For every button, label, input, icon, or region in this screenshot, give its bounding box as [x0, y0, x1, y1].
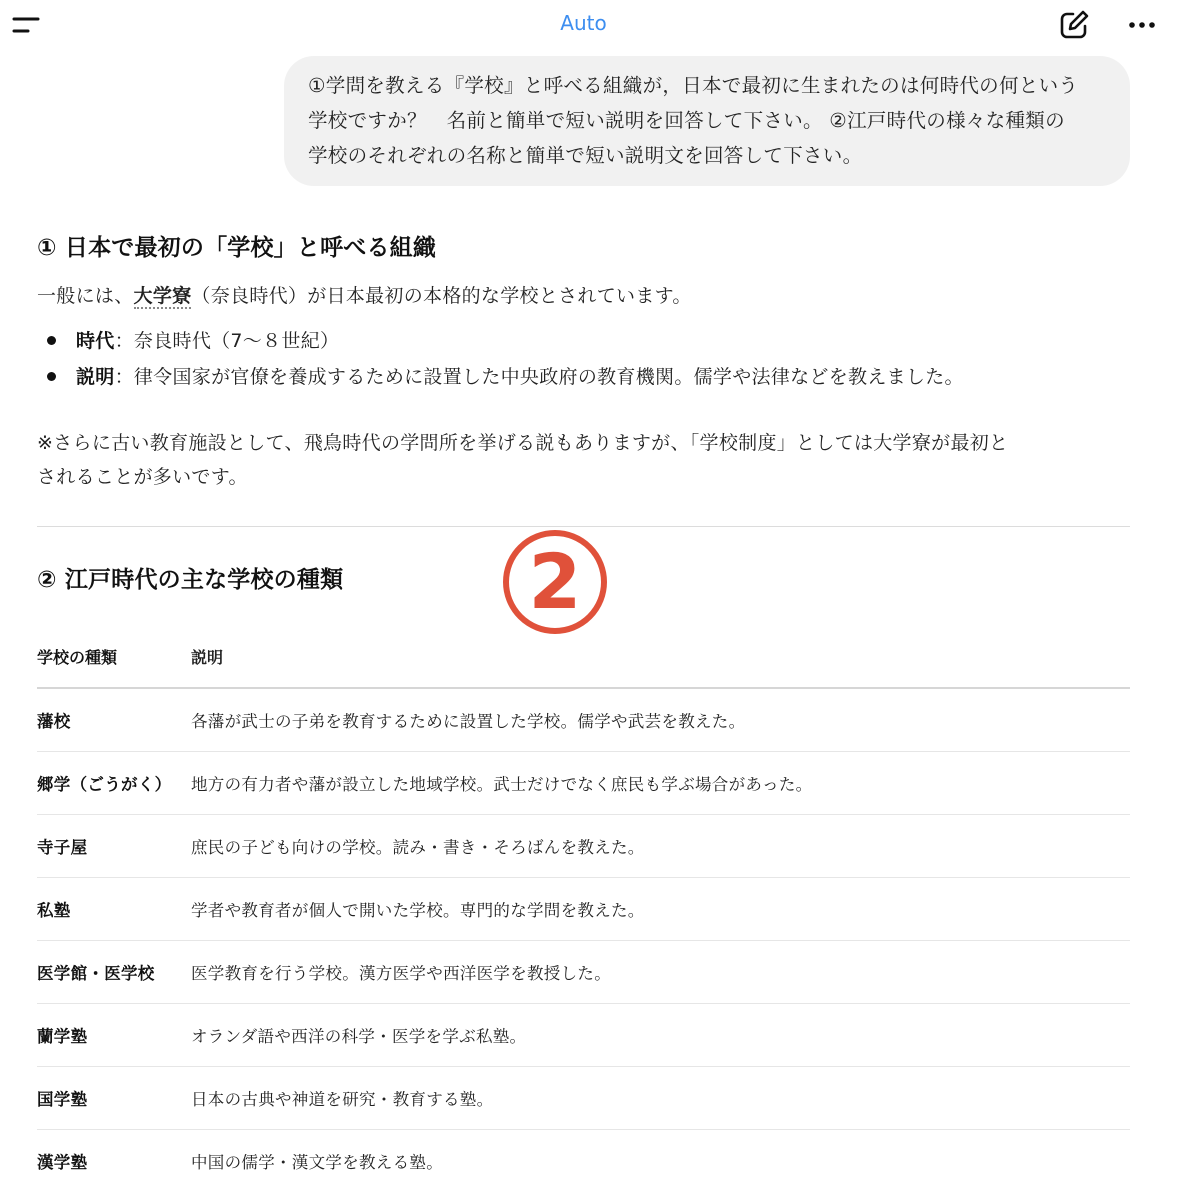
section1-heading: ① 日本で最初の「学校」と呼べる組織	[37, 235, 437, 261]
school-name: 私塾	[37, 878, 191, 941]
model-selector[interactable]: Auto	[560, 11, 607, 35]
intro-prefix: 一般には、	[37, 285, 134, 307]
user-message-line: 学校のそれぞれの名称と簡単で短い説明文を回答して下さい。	[308, 144, 863, 167]
user-message-bubble	[284, 56, 1130, 186]
school-name: 郷学（ごうがく）	[37, 752, 191, 815]
note-line: ※さらに古い教育施設として、飛鳥時代の学問所を挙げる説もありますが、「学校制度」としては大学寮が最初と	[37, 432, 1009, 454]
table-row	[37, 1067, 1130, 1130]
school-description: 中国の儒学・漢文学を教える塾。	[191, 1153, 443, 1172]
svg-text:2: 2	[528, 537, 582, 626]
school-description: 各藩が武士の子弟を教育するために設置した学校。儒学や武芸を教えた。	[191, 688, 1130, 752]
table-row	[37, 941, 1130, 1004]
school-name: 国学塾	[37, 1067, 191, 1130]
bullet-sep: ：	[114, 366, 134, 388]
school-description: オランダ語や西洋の科学・医学を学ぶ私塾。	[191, 1004, 1130, 1067]
top-bar	[0, 0, 1187, 48]
term-daigakuryo[interactable]: 大学寮	[133, 285, 192, 307]
school-types-table	[37, 625, 1130, 1192]
circled-two-annotation	[500, 527, 610, 637]
school-description: 地方の有力者や藩が設立した地域学校。武士だけでなく庶民も学ぶ場合があった。	[191, 752, 1130, 815]
table-row	[37, 1004, 1130, 1067]
user-message-line: 学校ですか？ 名前と簡単で短い説明を回答して下さい。 ②江戸時代の様々な種類の	[308, 109, 1065, 132]
bullet-key: 時代	[76, 330, 115, 352]
menu-icon[interactable]	[10, 10, 44, 40]
bullet-dot	[47, 372, 56, 381]
school-description: 日本の古典や神道を研究・教育する塾。	[191, 1067, 1130, 1130]
bullet-key: 説明	[76, 366, 115, 388]
bullet-dot	[47, 336, 56, 345]
section2-heading: ② 江戸時代の主な学校の種類	[37, 567, 344, 593]
more-horizontal-icon[interactable]	[1122, 10, 1162, 40]
bullet-sep: ：	[114, 330, 134, 352]
note-line: されることが多いです。	[37, 466, 248, 488]
section1-note	[37, 426, 1008, 494]
intro-suffix: （奈良時代）が日本最初の本格的な学校とされています。	[191, 285, 692, 307]
header-school-type: 学校の種類	[37, 625, 191, 688]
table-row	[37, 815, 1130, 878]
table-row	[37, 688, 1130, 752]
table-row	[37, 1130, 1130, 1193]
school-name: 漢学塾	[37, 1153, 88, 1172]
header-description: 説明	[191, 625, 1130, 688]
bullet-item	[47, 360, 964, 394]
table-row	[37, 752, 1130, 815]
school-name: 寺子屋	[37, 815, 191, 878]
bullet-value: 奈良時代（7〜８世紀）	[133, 330, 340, 352]
school-description: 学者や教育者が個人で開いた学校。専門的な学問を教えた。	[191, 878, 1130, 941]
bullet-value: 律令国家が官僚を養成するために設置した中央政府の教育機関。儒学や法律などを教えました。	[133, 366, 964, 388]
user-message-line: ①学問を教える『学校』と呼べる組織が，日本で最初に生まれたのは何時代の何という	[308, 74, 1079, 97]
school-name: 藩校	[37, 688, 191, 752]
table-header-row	[37, 625, 1130, 688]
section1-intro	[37, 279, 692, 313]
school-name: 医学館・医学校	[37, 941, 191, 1004]
bullet-item	[47, 324, 339, 358]
school-description: 庶民の子ども向けの学校。読み・書き・そろばんを教えた。	[191, 815, 1130, 878]
compose-icon[interactable]	[1056, 8, 1092, 42]
school-description: 医学教育を行う学校。漢方医学や西洋医学を教授した。	[191, 941, 1130, 1004]
school-name: 蘭学塾	[37, 1004, 191, 1067]
table-row	[37, 878, 1130, 941]
